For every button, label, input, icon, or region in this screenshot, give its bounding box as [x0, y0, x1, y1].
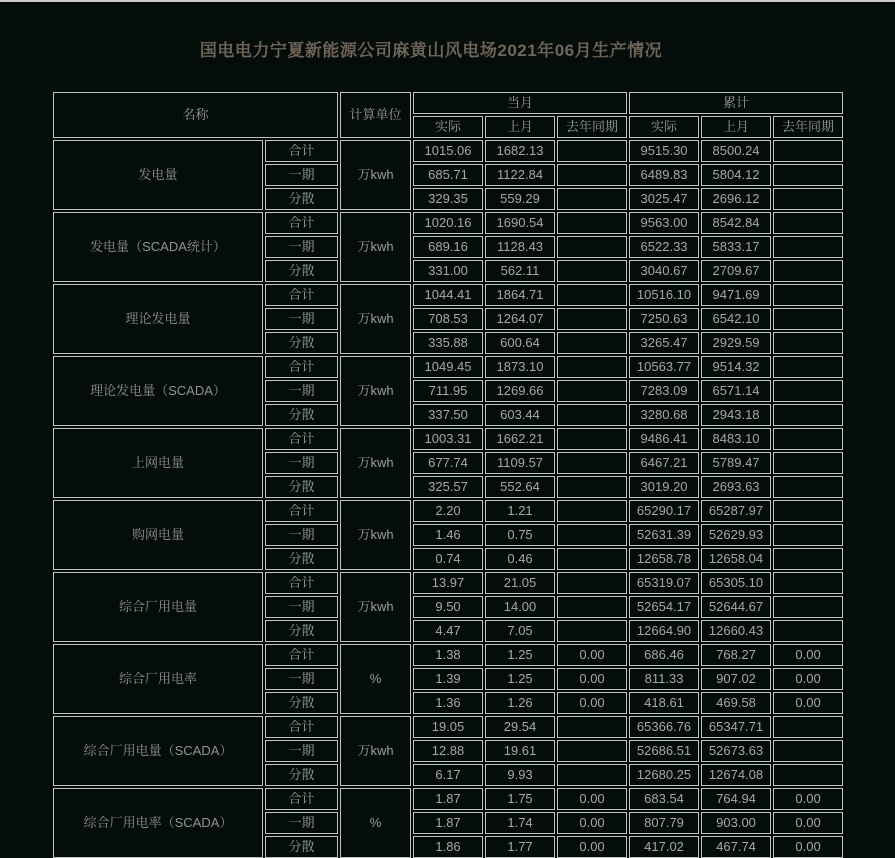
table-row [53, 284, 843, 306]
block-name-cell: 购网电量 [53, 500, 263, 570]
row-label-cell: 一期 [265, 236, 338, 258]
value-cell: 8483.10 [701, 428, 771, 450]
top-divider-line [0, 0, 895, 2]
value-cell: 1.36 [413, 692, 483, 714]
unit-cell: % [340, 644, 411, 714]
value-cell: 19.61 [485, 740, 555, 762]
value-cell [557, 500, 627, 522]
value-cell: 1.87 [413, 812, 483, 834]
value-cell: 677.74 [413, 452, 483, 474]
value-cell [557, 308, 627, 330]
value-cell: 562.11 [485, 260, 555, 282]
value-cell: 337.50 [413, 404, 483, 426]
value-cell: 0.00 [773, 836, 843, 858]
table-row [53, 644, 843, 666]
value-cell: 325.57 [413, 476, 483, 498]
value-cell: 0.00 [557, 668, 627, 690]
table-row [53, 500, 843, 522]
value-cell: 903.00 [701, 812, 771, 834]
value-cell: 683.54 [629, 788, 699, 810]
row-label-cell: 分散 [265, 188, 338, 210]
value-cell [557, 428, 627, 450]
value-cell: 686.46 [629, 644, 699, 666]
value-cell: 65305.10 [701, 572, 771, 594]
table-row [53, 356, 843, 378]
value-cell: 5789.47 [701, 452, 771, 474]
value-cell: 4.47 [413, 620, 483, 642]
value-cell: 52644.67 [701, 596, 771, 618]
value-cell [557, 188, 627, 210]
header-row-top [53, 92, 843, 114]
value-cell [773, 548, 843, 570]
value-cell: 0.74 [413, 548, 483, 570]
value-cell [557, 476, 627, 498]
value-cell: 1.26 [485, 692, 555, 714]
value-cell [773, 332, 843, 354]
value-cell [557, 740, 627, 762]
value-cell: 0.00 [773, 644, 843, 666]
row-label-cell: 一期 [265, 812, 338, 834]
value-cell: 907.02 [701, 668, 771, 690]
value-cell: 52629.93 [701, 524, 771, 546]
value-cell: 1.77 [485, 836, 555, 858]
value-cell: 19.05 [413, 716, 483, 738]
value-cell [557, 764, 627, 786]
value-cell: 3025.47 [629, 188, 699, 210]
value-cell [773, 620, 843, 642]
row-label-cell: 分散 [265, 548, 338, 570]
row-label-cell: 一期 [265, 452, 338, 474]
value-cell [773, 308, 843, 330]
table-row [53, 788, 843, 810]
value-cell: 1044.41 [413, 284, 483, 306]
table-row [53, 140, 843, 162]
value-cell [773, 140, 843, 162]
value-cell: 6542.10 [701, 308, 771, 330]
table-header [53, 92, 843, 138]
value-cell: 10516.10 [629, 284, 699, 306]
value-cell [557, 164, 627, 186]
value-cell: 6571.14 [701, 380, 771, 402]
value-cell: 9563.00 [629, 212, 699, 234]
value-cell [773, 452, 843, 474]
value-cell: 0.00 [557, 788, 627, 810]
value-cell [773, 572, 843, 594]
value-cell: 6.17 [413, 764, 483, 786]
value-cell [773, 356, 843, 378]
value-cell: 2696.12 [701, 188, 771, 210]
table-row [53, 716, 843, 738]
row-label-cell: 分散 [265, 764, 338, 786]
value-cell: 12.88 [413, 740, 483, 762]
value-cell: 1662.21 [485, 428, 555, 450]
value-cell: 417.02 [629, 836, 699, 858]
subheader-cell: 实际 [629, 116, 699, 138]
value-cell [773, 524, 843, 546]
value-cell [773, 476, 843, 498]
value-cell: 0.00 [557, 836, 627, 858]
value-cell: 6489.83 [629, 164, 699, 186]
value-cell [557, 260, 627, 282]
value-cell: 7283.09 [629, 380, 699, 402]
value-cell: 1049.45 [413, 356, 483, 378]
value-cell: 552.64 [485, 476, 555, 498]
unit-cell: 万kwh [340, 284, 411, 354]
block-name-cell: 发电量（SCADA统计） [53, 212, 263, 282]
unit-cell: 万kwh [340, 428, 411, 498]
value-cell: 2943.18 [701, 404, 771, 426]
value-cell [773, 380, 843, 402]
value-cell: 1.25 [485, 668, 555, 690]
block-name-cell: 综合厂用电率（SCADA） [53, 788, 263, 858]
value-cell: 52673.63 [701, 740, 771, 762]
row-label-cell: 合计 [265, 788, 338, 810]
value-cell: 1122.84 [485, 164, 555, 186]
block-name-cell: 理论发电量 [53, 284, 263, 354]
row-label-cell: 合计 [265, 140, 338, 162]
value-cell [557, 236, 627, 258]
value-cell: 0.00 [773, 668, 843, 690]
header-name: 名称 [53, 92, 338, 138]
row-label-cell: 一期 [265, 740, 338, 762]
value-cell: 12658.78 [629, 548, 699, 570]
unit-cell: 万kwh [340, 500, 411, 570]
value-cell: 1015.06 [413, 140, 483, 162]
value-cell: 811.33 [629, 668, 699, 690]
value-cell: 6522.33 [629, 236, 699, 258]
value-cell: 603.44 [485, 404, 555, 426]
value-cell: 65319.07 [629, 572, 699, 594]
value-cell [773, 716, 843, 738]
value-cell [557, 380, 627, 402]
value-cell: 3280.68 [629, 404, 699, 426]
row-label-cell: 分散 [265, 476, 338, 498]
value-cell: 1690.54 [485, 212, 555, 234]
value-cell: 14.00 [485, 596, 555, 618]
value-cell: 331.00 [413, 260, 483, 282]
value-cell: 21.05 [485, 572, 555, 594]
row-label-cell: 一期 [265, 380, 338, 402]
value-cell: 12658.04 [701, 548, 771, 570]
value-cell [773, 284, 843, 306]
value-cell [557, 284, 627, 306]
value-cell [557, 356, 627, 378]
value-cell: 469.58 [701, 692, 771, 714]
value-cell: 29.54 [485, 716, 555, 738]
value-cell [773, 188, 843, 210]
row-label-cell: 分散 [265, 260, 338, 282]
value-cell: 1109.57 [485, 452, 555, 474]
value-cell: 9.50 [413, 596, 483, 618]
value-cell: 467.74 [701, 836, 771, 858]
value-cell: 3040.67 [629, 260, 699, 282]
unit-cell: % [340, 788, 411, 858]
value-cell: 12664.90 [629, 620, 699, 642]
value-cell: 65366.76 [629, 716, 699, 738]
header-cumulative: 累计 [629, 92, 843, 114]
value-cell: 708.53 [413, 308, 483, 330]
value-cell [773, 236, 843, 258]
value-cell: 689.16 [413, 236, 483, 258]
value-cell: 65290.17 [629, 500, 699, 522]
value-cell: 1873.10 [485, 356, 555, 378]
value-cell: 52654.17 [629, 596, 699, 618]
value-cell [557, 452, 627, 474]
row-label-cell: 分散 [265, 404, 338, 426]
unit-cell: 万kwh [340, 356, 411, 426]
value-cell: 1.46 [413, 524, 483, 546]
value-cell: 2.20 [413, 500, 483, 522]
row-label-cell: 合计 [265, 428, 338, 450]
value-cell: 2929.59 [701, 332, 771, 354]
value-cell: 1.25 [485, 644, 555, 666]
row-label-cell: 合计 [265, 572, 338, 594]
header-unit: 计算单位 [340, 92, 411, 138]
value-cell: 0.46 [485, 548, 555, 570]
row-label-cell: 合计 [265, 356, 338, 378]
value-cell: 9471.69 [701, 284, 771, 306]
table-row [53, 572, 843, 594]
value-cell: 1864.71 [485, 284, 555, 306]
value-cell: 5833.17 [701, 236, 771, 258]
value-cell: 9515.30 [629, 140, 699, 162]
value-cell: 12674.08 [701, 764, 771, 786]
block-name-cell: 理论发电量（SCADA） [53, 356, 263, 426]
value-cell: 0.00 [773, 788, 843, 810]
value-cell: 65287.97 [701, 500, 771, 522]
subheader-cell: 去年同期 [773, 116, 843, 138]
row-label-cell: 合计 [265, 284, 338, 306]
row-label-cell: 一期 [265, 164, 338, 186]
subheader-cell: 上月 [485, 116, 555, 138]
value-cell: 600.64 [485, 332, 555, 354]
row-label-cell: 一期 [265, 524, 338, 546]
row-label-cell: 一期 [265, 596, 338, 618]
block-name-cell: 综合厂用电量 [53, 572, 263, 642]
value-cell [557, 404, 627, 426]
value-cell: 418.61 [629, 692, 699, 714]
subheader-cell: 上月 [701, 116, 771, 138]
value-cell [557, 572, 627, 594]
value-cell: 52631.39 [629, 524, 699, 546]
value-cell: 65347.71 [701, 716, 771, 738]
value-cell: 1264.07 [485, 308, 555, 330]
value-cell: 1.39 [413, 668, 483, 690]
row-label-cell: 一期 [265, 668, 338, 690]
value-cell: 1.38 [413, 644, 483, 666]
value-cell: 8542.84 [701, 212, 771, 234]
value-cell: 1.21 [485, 500, 555, 522]
value-cell: 52686.51 [629, 740, 699, 762]
production-table [51, 90, 845, 858]
value-cell: 0.00 [557, 644, 627, 666]
table-row [53, 212, 843, 234]
value-cell: 1269.66 [485, 380, 555, 402]
unit-cell: 万kwh [340, 716, 411, 786]
row-label-cell: 分散 [265, 692, 338, 714]
value-cell [773, 212, 843, 234]
value-cell: 9486.41 [629, 428, 699, 450]
value-cell: 1682.13 [485, 140, 555, 162]
row-label-cell: 合计 [265, 644, 338, 666]
block-name-cell: 综合厂用电率 [53, 644, 263, 714]
value-cell: 1.87 [413, 788, 483, 810]
row-label-cell: 分散 [265, 620, 338, 642]
value-cell: 0.00 [557, 692, 627, 714]
table-body [53, 140, 843, 858]
value-cell [557, 548, 627, 570]
value-cell: 6467.21 [629, 452, 699, 474]
value-cell: 8500.24 [701, 140, 771, 162]
value-cell: 685.71 [413, 164, 483, 186]
row-label-cell: 合计 [265, 212, 338, 234]
value-cell: 807.79 [629, 812, 699, 834]
value-cell: 10563.77 [629, 356, 699, 378]
value-cell: 7250.63 [629, 308, 699, 330]
value-cell [773, 164, 843, 186]
row-label-cell: 合计 [265, 500, 338, 522]
value-cell [773, 764, 843, 786]
value-cell [557, 212, 627, 234]
value-cell: 5804.12 [701, 164, 771, 186]
value-cell [557, 524, 627, 546]
page-title: 国电电力宁夏新能源公司麻黄山风电场2021年06月生产情况 [199, 41, 663, 60]
value-cell: 1.75 [485, 788, 555, 810]
value-cell [557, 596, 627, 618]
value-cell: 3019.20 [629, 476, 699, 498]
row-label-cell: 一期 [265, 308, 338, 330]
value-cell: 1.74 [485, 812, 555, 834]
row-label-cell: 分散 [265, 836, 338, 858]
value-cell: 329.35 [413, 188, 483, 210]
value-cell [773, 428, 843, 450]
value-cell: 764.94 [701, 788, 771, 810]
value-cell: 559.29 [485, 188, 555, 210]
unit-cell: 万kwh [340, 572, 411, 642]
value-cell: 0.00 [773, 812, 843, 834]
unit-cell: 万kwh [340, 212, 411, 282]
value-cell: 711.95 [413, 380, 483, 402]
block-name-cell: 综合厂用电量（SCADA） [53, 716, 263, 786]
value-cell: 335.88 [413, 332, 483, 354]
value-cell: 12680.25 [629, 764, 699, 786]
value-cell [773, 740, 843, 762]
value-cell: 9.93 [485, 764, 555, 786]
value-cell: 0.00 [557, 812, 627, 834]
value-cell [557, 332, 627, 354]
value-cell: 7.05 [485, 620, 555, 642]
value-cell: 2709.67 [701, 260, 771, 282]
unit-cell: 万kwh [340, 140, 411, 210]
value-cell [557, 140, 627, 162]
value-cell [773, 596, 843, 618]
value-cell: 0.75 [485, 524, 555, 546]
value-cell: 768.27 [701, 644, 771, 666]
value-cell [557, 620, 627, 642]
value-cell: 1.86 [413, 836, 483, 858]
value-cell: 1128.43 [485, 236, 555, 258]
value-cell: 9514.32 [701, 356, 771, 378]
value-cell: 3265.47 [629, 332, 699, 354]
block-name-cell: 发电量 [53, 140, 263, 210]
header-current-month: 当月 [413, 92, 627, 114]
value-cell [773, 260, 843, 282]
block-name-cell: 上网电量 [53, 428, 263, 498]
value-cell: 0.00 [773, 692, 843, 714]
table-row [53, 428, 843, 450]
value-cell: 2693.63 [701, 476, 771, 498]
value-cell: 1003.31 [413, 428, 483, 450]
row-label-cell: 分散 [265, 332, 338, 354]
value-cell [773, 404, 843, 426]
value-cell: 1020.16 [413, 212, 483, 234]
subheader-cell: 实际 [413, 116, 483, 138]
value-cell: 12660.43 [701, 620, 771, 642]
subheader-cell: 去年同期 [557, 116, 627, 138]
value-cell [773, 500, 843, 522]
value-cell: 13.97 [413, 572, 483, 594]
value-cell [557, 716, 627, 738]
row-label-cell: 合计 [265, 716, 338, 738]
